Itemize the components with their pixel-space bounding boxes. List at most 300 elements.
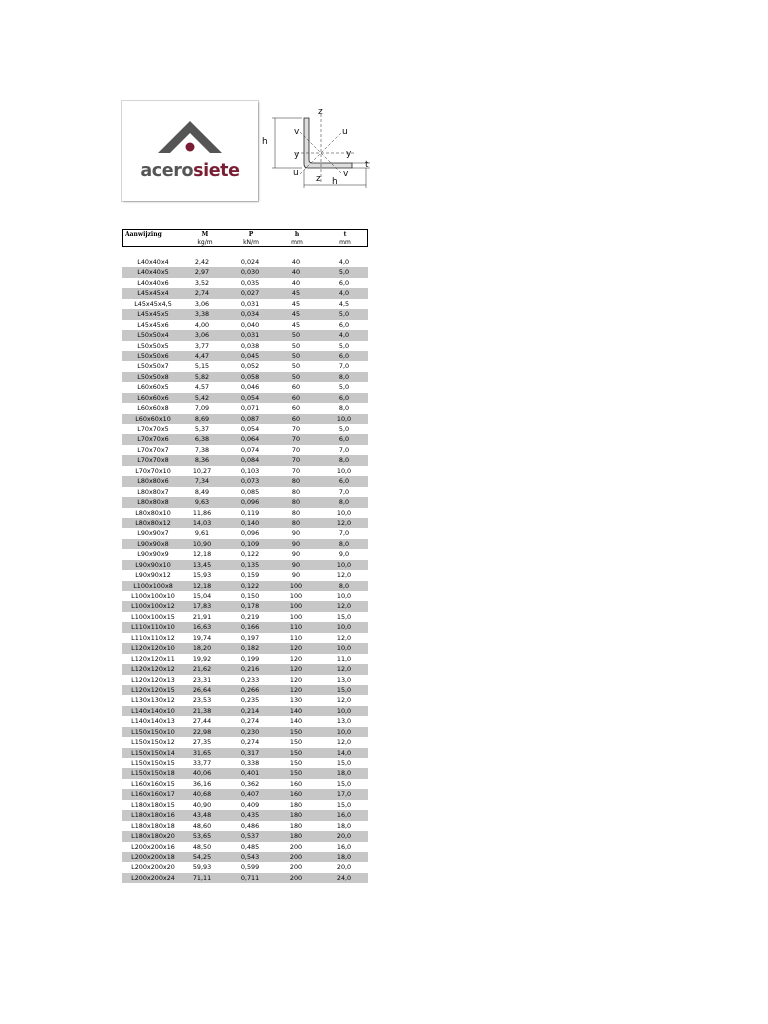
row-weight: 0,219 bbox=[240, 612, 260, 621]
table-row bbox=[122, 810, 368, 820]
row-height: 100 bbox=[289, 602, 303, 611]
row-thickness: 17,0 bbox=[336, 790, 352, 799]
row-thickness: 6,0 bbox=[338, 435, 350, 444]
row-mass: 21,91 bbox=[192, 612, 212, 621]
table-row bbox=[122, 497, 368, 507]
row-thickness: 7,0 bbox=[338, 362, 350, 371]
row-designation: L70x70x5 bbox=[137, 425, 169, 433]
row-mass: 4,00 bbox=[194, 320, 210, 329]
table-row bbox=[122, 560, 368, 570]
row-designation: L80x80x6 bbox=[137, 477, 169, 486]
row-designation: L110x110x10 bbox=[131, 623, 175, 632]
row-thickness: 8,0 bbox=[338, 581, 350, 590]
table-row bbox=[122, 434, 368, 444]
table-row bbox=[122, 320, 368, 330]
row-weight: 0,235 bbox=[240, 696, 260, 705]
row-weight: 0,024 bbox=[240, 258, 260, 266]
row-thickness: 12,0 bbox=[336, 665, 352, 674]
row-mass: 54,25 bbox=[192, 852, 212, 861]
row-height: 40 bbox=[291, 258, 301, 266]
table-row bbox=[122, 393, 368, 403]
label-t: t bbox=[365, 160, 369, 170]
row-weight: 0,038 bbox=[240, 341, 260, 350]
row-designation: L150x150x12 bbox=[131, 738, 175, 747]
row-designation: L120x120x13 bbox=[131, 675, 175, 684]
row-weight: 0,031 bbox=[240, 331, 260, 340]
row-weight: 0,135 bbox=[240, 560, 260, 569]
row-weight: 0,274 bbox=[240, 717, 260, 726]
row-weight: 0,122 bbox=[240, 550, 260, 559]
row-mass: 27,35 bbox=[192, 738, 212, 747]
row-weight: 0,073 bbox=[240, 477, 260, 486]
row-weight: 0,197 bbox=[240, 633, 260, 642]
row-thickness: 16,0 bbox=[336, 811, 352, 820]
row-designation: L180x180x15 bbox=[131, 800, 175, 809]
row-height: 50 bbox=[291, 341, 301, 350]
row-designation: L90x90x10 bbox=[135, 560, 171, 569]
row-thickness: 5,0 bbox=[338, 425, 350, 433]
row-mass: 22,98 bbox=[192, 727, 212, 736]
row-mass: 12,18 bbox=[192, 550, 212, 559]
row-designation: L130x130x12 bbox=[131, 696, 175, 705]
table-row bbox=[122, 518, 368, 528]
row-mass: 8,36 bbox=[194, 456, 210, 465]
row-mass: 36,16 bbox=[192, 779, 212, 788]
row-thickness: 15,0 bbox=[336, 779, 352, 788]
table-row bbox=[122, 789, 368, 799]
row-weight: 0,435 bbox=[240, 811, 260, 820]
row-designation: L140x140x13 bbox=[131, 717, 175, 726]
row-designation: L120x120x11 bbox=[131, 654, 175, 663]
row-height: 45 bbox=[291, 310, 301, 319]
row-weight: 0,230 bbox=[240, 727, 260, 736]
row-mass: 5,42 bbox=[194, 393, 210, 402]
row-weight: 0,338 bbox=[240, 759, 260, 767]
row-height: 110 bbox=[289, 623, 303, 632]
row-thickness: 6,0 bbox=[338, 393, 350, 402]
row-height: 180 bbox=[289, 811, 303, 820]
row-mass: 10,27 bbox=[192, 466, 212, 475]
row-designation: L40x40x4 bbox=[137, 258, 169, 266]
row-weight: 0,182 bbox=[240, 644, 260, 653]
row-mass: 7,34 bbox=[194, 477, 210, 486]
table-row bbox=[122, 549, 368, 559]
label-h-left: h bbox=[262, 137, 268, 147]
row-weight: 0,109 bbox=[240, 539, 260, 548]
row-thickness: 15,0 bbox=[336, 685, 352, 694]
table-row bbox=[122, 831, 368, 841]
table-row bbox=[122, 622, 368, 632]
row-thickness: 13,0 bbox=[336, 675, 352, 684]
table-row bbox=[122, 539, 368, 549]
row-weight: 0,122 bbox=[240, 581, 260, 590]
row-height: 45 bbox=[291, 320, 301, 329]
row-thickness: 12,0 bbox=[336, 571, 352, 580]
row-thickness: 8,0 bbox=[338, 539, 350, 548]
logo-wordmark-gray: acero bbox=[140, 161, 194, 181]
row-thickness: 7,0 bbox=[338, 487, 350, 496]
row-designation: L60x60x10 bbox=[135, 414, 171, 423]
row-weight: 0,096 bbox=[240, 529, 260, 538]
row-thickness: 4,0 bbox=[338, 289, 350, 298]
row-thickness: 10,0 bbox=[336, 592, 352, 600]
label-u-top: u bbox=[342, 127, 348, 137]
row-thickness: 10,0 bbox=[336, 623, 352, 632]
row-thickness: 15,0 bbox=[336, 759, 352, 767]
row-designation: L50x50x5 bbox=[137, 341, 169, 350]
row-thickness: 10,0 bbox=[336, 727, 352, 736]
row-designation: L60x60x8 bbox=[137, 404, 169, 413]
header-unit: mm bbox=[339, 239, 351, 246]
row-mass: 23,53 bbox=[192, 696, 212, 705]
table-row bbox=[122, 309, 368, 319]
row-height: 50 bbox=[291, 331, 301, 340]
row-height: 120 bbox=[289, 654, 303, 663]
label-v-bottom: v bbox=[343, 169, 349, 179]
row-mass: 3,06 bbox=[194, 331, 210, 340]
logo-wordmark bbox=[122, 161, 258, 181]
header-unit: kN/m bbox=[243, 239, 259, 246]
logo-wordmark-maroon: siete bbox=[193, 161, 240, 181]
row-height: 180 bbox=[289, 821, 303, 830]
row-height: 70 bbox=[291, 435, 301, 444]
row-height: 110 bbox=[289, 633, 303, 642]
table-row bbox=[122, 382, 368, 392]
table-row bbox=[122, 476, 368, 486]
row-weight: 0,030 bbox=[240, 268, 260, 277]
row-height: 160 bbox=[289, 779, 303, 788]
table-row bbox=[122, 424, 368, 434]
row-weight: 0,052 bbox=[240, 362, 260, 371]
table-row bbox=[122, 748, 368, 758]
table-row bbox=[122, 341, 368, 351]
row-height: 80 bbox=[291, 498, 301, 507]
row-designation: L180x180x18 bbox=[131, 821, 175, 830]
row-thickness: 10,0 bbox=[336, 414, 352, 423]
row-weight: 0,166 bbox=[240, 623, 260, 632]
row-mass: 9,63 bbox=[194, 498, 210, 507]
header-height bbox=[276, 231, 318, 247]
row-weight: 0,486 bbox=[240, 821, 260, 830]
row-weight: 0,274 bbox=[240, 738, 260, 747]
row-height: 100 bbox=[289, 612, 303, 621]
row-weight: 0,071 bbox=[240, 404, 260, 413]
row-thickness: 7,0 bbox=[338, 529, 350, 538]
table-row bbox=[122, 351, 368, 361]
row-weight: 0,064 bbox=[240, 435, 260, 444]
row-mass: 11,86 bbox=[192, 508, 212, 517]
row-thickness: 6,0 bbox=[338, 278, 350, 287]
row-weight: 0,266 bbox=[240, 685, 260, 694]
row-designation: L200x200x24 bbox=[131, 873, 175, 882]
row-mass: 8,69 bbox=[194, 414, 210, 423]
row-mass: 21,62 bbox=[192, 665, 212, 674]
label-z-bottom: z bbox=[316, 174, 321, 184]
row-designation: L70x70x7 bbox=[137, 445, 169, 454]
row-height: 140 bbox=[289, 706, 303, 715]
row-designation: L70x70x8 bbox=[137, 456, 169, 465]
table-row bbox=[122, 873, 368, 883]
row-thickness: 10,0 bbox=[336, 644, 352, 653]
row-thickness: 12,0 bbox=[336, 696, 352, 705]
row-weight: 0,084 bbox=[240, 456, 260, 465]
table-header bbox=[122, 229, 368, 247]
row-mass: 48,50 bbox=[192, 842, 212, 851]
row-height: 80 bbox=[291, 477, 301, 486]
row-weight: 0,409 bbox=[240, 800, 260, 809]
row-designation: L120x120x10 bbox=[131, 644, 175, 653]
row-height: 160 bbox=[289, 790, 303, 799]
table-row bbox=[122, 842, 368, 852]
row-designation: L90x90x9 bbox=[137, 550, 169, 559]
row-designation: L80x80x10 bbox=[135, 508, 171, 517]
row-thickness: 24,0 bbox=[336, 873, 352, 882]
row-height: 60 bbox=[291, 383, 301, 392]
row-weight: 0,046 bbox=[240, 383, 260, 392]
row-height: 70 bbox=[291, 456, 301, 465]
table-body bbox=[122, 257, 368, 883]
row-mass: 6,38 bbox=[194, 435, 210, 444]
row-mass: 19,74 bbox=[192, 633, 212, 642]
table-row bbox=[122, 633, 368, 643]
row-height: 180 bbox=[289, 800, 303, 809]
row-weight: 0,537 bbox=[240, 832, 260, 841]
row-thickness: 13,0 bbox=[336, 717, 352, 726]
table-row bbox=[122, 716, 368, 726]
table-row bbox=[122, 706, 368, 716]
row-thickness: 12,0 bbox=[336, 518, 352, 527]
row-mass: 21,38 bbox=[192, 706, 212, 715]
row-height: 150 bbox=[289, 727, 303, 736]
row-height: 40 bbox=[291, 268, 301, 277]
row-designation: L60x60x5 bbox=[137, 383, 169, 392]
row-designation: L50x50x7 bbox=[137, 362, 169, 371]
table-row bbox=[122, 257, 368, 267]
row-height: 130 bbox=[289, 696, 303, 705]
row-height: 100 bbox=[289, 592, 303, 600]
row-thickness: 10,0 bbox=[336, 706, 352, 715]
row-thickness: 6,0 bbox=[338, 351, 350, 360]
row-designation: L150x150x14 bbox=[131, 748, 175, 757]
header-unit: mm bbox=[291, 239, 303, 246]
row-height: 120 bbox=[289, 675, 303, 684]
header-weight bbox=[230, 231, 272, 247]
row-height: 120 bbox=[289, 644, 303, 653]
row-thickness: 6,0 bbox=[338, 477, 350, 486]
row-weight: 0,087 bbox=[240, 414, 260, 423]
row-height: 70 bbox=[291, 425, 301, 433]
row-mass: 15,04 bbox=[192, 592, 212, 600]
row-designation: L100x100x15 bbox=[131, 612, 175, 621]
row-thickness: 10,0 bbox=[336, 508, 352, 517]
table-row bbox=[122, 862, 368, 872]
table-row bbox=[122, 299, 368, 309]
table-row bbox=[122, 455, 368, 465]
table-row bbox=[122, 852, 368, 862]
row-weight: 0,485 bbox=[240, 842, 260, 851]
row-designation: L150x150x18 bbox=[131, 769, 175, 778]
row-weight: 0,362 bbox=[240, 779, 260, 788]
row-designation: L200x200x18 bbox=[131, 852, 175, 861]
table-row bbox=[122, 601, 368, 611]
row-weight: 0,159 bbox=[240, 571, 260, 580]
row-height: 80 bbox=[291, 508, 301, 517]
row-mass: 5,15 bbox=[194, 362, 210, 371]
row-mass: 31,65 bbox=[192, 748, 212, 757]
row-height: 40 bbox=[291, 278, 301, 287]
table-row bbox=[122, 612, 368, 622]
row-mass: 13,45 bbox=[192, 560, 212, 569]
row-designation: L70x70x10 bbox=[135, 466, 171, 475]
row-height: 150 bbox=[289, 738, 303, 747]
row-height: 80 bbox=[291, 518, 301, 527]
row-thickness: 6,0 bbox=[338, 320, 350, 329]
row-height: 90 bbox=[291, 550, 301, 559]
table-row bbox=[122, 779, 368, 789]
row-weight: 0,214 bbox=[240, 706, 260, 715]
table-row bbox=[122, 278, 368, 288]
row-mass: 27,44 bbox=[192, 717, 212, 726]
row-weight: 0,140 bbox=[240, 518, 260, 527]
row-height: 50 bbox=[291, 372, 301, 381]
row-thickness: 12,0 bbox=[336, 738, 352, 747]
row-height: 70 bbox=[291, 445, 301, 454]
row-weight: 0,045 bbox=[240, 351, 260, 360]
table-row bbox=[122, 768, 368, 778]
row-height: 45 bbox=[291, 299, 301, 308]
row-thickness: 11,0 bbox=[336, 654, 352, 663]
row-thickness: 8,0 bbox=[338, 456, 350, 465]
row-thickness: 4,5 bbox=[338, 299, 350, 308]
row-height: 200 bbox=[289, 852, 303, 861]
header-name: M bbox=[201, 231, 209, 238]
header-name: t bbox=[343, 231, 347, 238]
row-weight: 0,027 bbox=[240, 289, 260, 298]
header-thickness bbox=[323, 231, 367, 247]
row-designation: L60x60x6 bbox=[137, 393, 169, 402]
table-row bbox=[122, 570, 368, 580]
row-designation: L100x100x8 bbox=[133, 581, 173, 590]
row-mass: 43,48 bbox=[192, 811, 212, 820]
row-mass: 19,92 bbox=[192, 654, 212, 663]
row-weight: 0,035 bbox=[240, 278, 260, 287]
row-height: 50 bbox=[291, 351, 301, 360]
label-y-right: y bbox=[346, 149, 352, 159]
row-mass: 14,03 bbox=[192, 518, 212, 527]
header-name: Aanwijzing bbox=[125, 231, 162, 238]
header-unit: kg/m bbox=[197, 239, 213, 246]
row-weight: 0,216 bbox=[240, 665, 260, 674]
row-designation: L100x100x10 bbox=[131, 592, 175, 600]
row-mass: 23,31 bbox=[192, 675, 212, 684]
header-name: h bbox=[294, 231, 300, 238]
row-designation: L80x80x7 bbox=[137, 487, 169, 496]
table-row bbox=[122, 528, 368, 538]
table-row bbox=[122, 737, 368, 747]
row-mass: 4,47 bbox=[194, 351, 210, 360]
row-designation: L90x90x7 bbox=[137, 529, 169, 538]
row-mass: 3,38 bbox=[194, 310, 210, 319]
row-designation: L160x160x17 bbox=[131, 790, 175, 799]
row-designation: L40x40x6 bbox=[137, 278, 169, 287]
row-mass: 3,06 bbox=[194, 299, 210, 308]
table-row bbox=[122, 727, 368, 737]
row-designation: L80x80x8 bbox=[137, 498, 169, 507]
row-height: 45 bbox=[291, 289, 301, 298]
row-weight: 0,178 bbox=[240, 602, 260, 611]
angle-profile-diagram bbox=[258, 102, 370, 208]
row-designation: L70x70x6 bbox=[137, 435, 169, 444]
row-designation: L150x150x10 bbox=[131, 727, 175, 736]
row-thickness: 10,0 bbox=[336, 466, 352, 475]
row-weight: 0,034 bbox=[240, 310, 260, 319]
row-designation: L120x120x15 bbox=[131, 685, 175, 694]
row-height: 200 bbox=[289, 873, 303, 882]
row-height: 90 bbox=[291, 571, 301, 580]
row-designation: L45x45x5 bbox=[137, 310, 169, 319]
row-thickness: 8,0 bbox=[338, 498, 350, 507]
row-designation: L50x50x4 bbox=[137, 331, 169, 340]
row-mass: 59,93 bbox=[192, 863, 212, 872]
row-weight: 0,233 bbox=[240, 675, 260, 684]
row-thickness: 16,0 bbox=[336, 842, 352, 851]
row-mass: 3,52 bbox=[194, 278, 210, 287]
row-designation: L200x200x16 bbox=[131, 842, 175, 851]
row-thickness: 7,0 bbox=[338, 445, 350, 454]
row-thickness: 12,0 bbox=[336, 602, 352, 611]
row-thickness: 18,0 bbox=[336, 769, 352, 778]
row-mass: 40,90 bbox=[192, 800, 212, 809]
table-row bbox=[122, 372, 368, 382]
table-row bbox=[122, 581, 368, 591]
row-designation: L45x45x4,5 bbox=[134, 299, 172, 308]
row-weight: 0,085 bbox=[240, 487, 260, 496]
row-height: 120 bbox=[289, 665, 303, 674]
table-row bbox=[122, 800, 368, 810]
row-height: 70 bbox=[291, 466, 301, 475]
table-row bbox=[122, 487, 368, 497]
row-mass: 3,77 bbox=[194, 341, 210, 350]
row-weight: 0,407 bbox=[240, 790, 260, 799]
table-row bbox=[122, 445, 368, 455]
row-mass: 53,65 bbox=[192, 832, 212, 841]
row-weight: 0,096 bbox=[240, 498, 260, 507]
row-thickness: 4,0 bbox=[338, 331, 350, 340]
row-thickness: 5,0 bbox=[338, 341, 350, 350]
row-mass: 5,37 bbox=[194, 425, 210, 433]
row-thickness: 8,0 bbox=[338, 404, 350, 413]
row-thickness: 4,0 bbox=[338, 258, 350, 266]
row-height: 90 bbox=[291, 529, 301, 538]
row-thickness: 20,0 bbox=[336, 832, 352, 841]
row-mass: 8,49 bbox=[194, 487, 210, 496]
row-designation: L120x120x12 bbox=[131, 665, 175, 674]
row-weight: 0,058 bbox=[240, 372, 260, 381]
row-mass: 33,77 bbox=[192, 759, 212, 767]
table-row bbox=[122, 654, 368, 664]
row-weight: 0,317 bbox=[240, 748, 260, 757]
row-weight: 0,119 bbox=[240, 508, 260, 517]
row-designation: L160x160x15 bbox=[131, 779, 175, 788]
row-thickness: 20,0 bbox=[336, 863, 352, 872]
row-height: 180 bbox=[289, 832, 303, 841]
logo-emblem bbox=[122, 101, 258, 201]
row-thickness: 14,0 bbox=[336, 748, 352, 757]
row-thickness: 10,0 bbox=[336, 560, 352, 569]
row-thickness: 5,0 bbox=[338, 383, 350, 392]
row-mass: 16,63 bbox=[192, 623, 212, 632]
row-mass: 7,38 bbox=[194, 445, 210, 454]
